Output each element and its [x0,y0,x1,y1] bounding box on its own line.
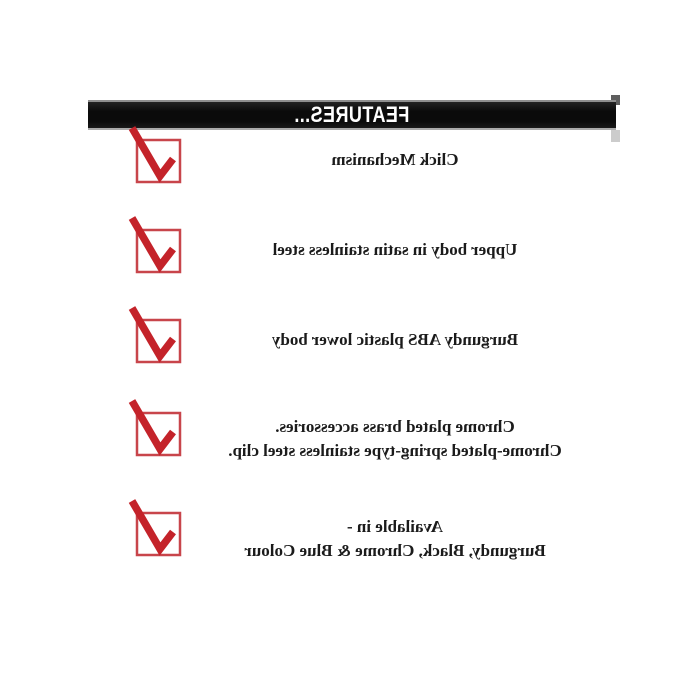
feature-row [0,499,700,561]
feature-row [0,306,700,368]
feature-line: Available in - [346,517,444,536]
feature-line: Click Mechanism [331,150,459,169]
feature-line: Burgundy ABS plastic lower body [271,330,519,349]
feature-line: Upper body in satin stainless steel [272,240,518,259]
feature-row [0,399,700,461]
feature-text [150,415,640,463]
feature-text [150,148,640,172]
feature-line: Burgundy, Black, Chrome & Blue Colour [244,541,546,560]
feature-row [0,126,700,188]
feature-row [0,216,700,278]
feature-line: Chrome-plated spring-type stainless steel clip. [228,441,562,460]
features-header-title: FEATURES... [294,102,410,127]
feature-text [150,515,640,563]
feature-line: Chrome plated brass accessories. [275,417,515,436]
feature-text [150,328,640,352]
feature-text [150,238,640,262]
